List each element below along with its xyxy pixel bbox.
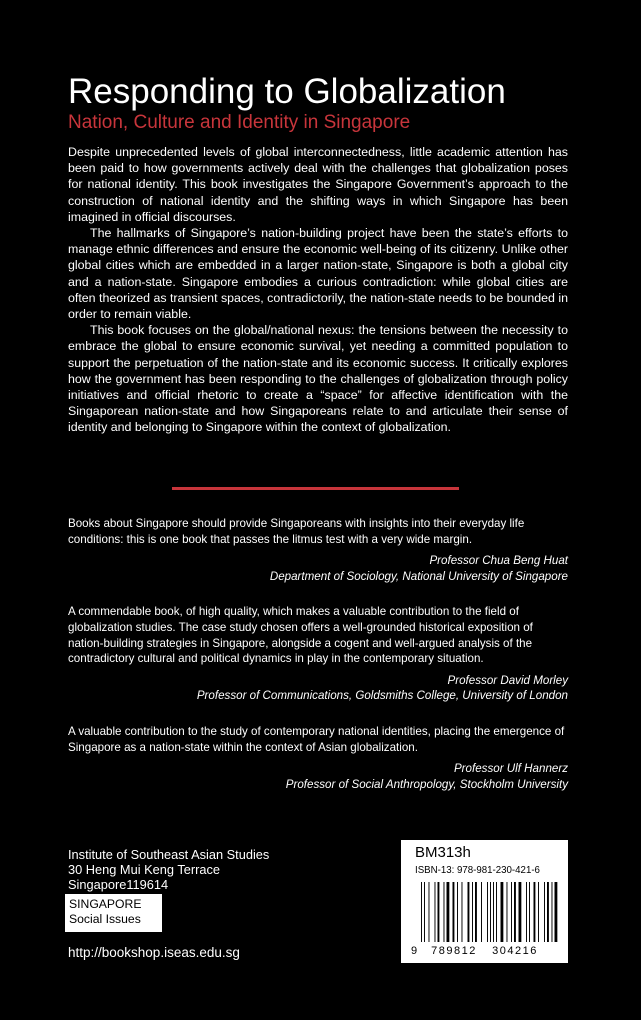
barcode-icon xyxy=(409,882,560,956)
barcode-bar xyxy=(424,882,425,942)
barcode-bar xyxy=(526,882,527,942)
isbn-label: ISBN-13: 978-981-230-421-6 xyxy=(415,865,540,876)
barcode-digit-first: 9 xyxy=(411,945,418,956)
barcode-bar xyxy=(468,882,470,942)
publisher-street: 30 Heng Mui Keng Terrace xyxy=(68,862,220,877)
barcode-bar xyxy=(435,882,436,942)
barcode-bar xyxy=(511,882,512,942)
barcode-bar xyxy=(552,882,553,942)
barcode-bar xyxy=(487,882,488,942)
barcode-bar xyxy=(444,882,445,942)
reviews-section xyxy=(68,516,568,812)
review-quote: A commendable book, of high quality, which makes a valuable contribution to the field of globalization studies. The case study chosen offers a well-grounded historical exposition of nation-building strategies in Singapore, alongside a cogent and well-argued analysis of the contradictory cultural and political dynamics in play in the contemporary situation. xyxy=(68,605,533,666)
barcode-bar xyxy=(453,882,455,942)
series-logo xyxy=(65,894,162,932)
review-quote: A valuable contribution to the study of contemporary national identities, placing the emergence of Singapore as a nation-state within the context of Asian globalization. xyxy=(68,724,565,754)
review-quote: Books about Singapore should provide Singaporeans with insights into their everyday life conditions: this is one book that passes the litmus test with a very wide margin. xyxy=(68,517,525,546)
book-description xyxy=(68,144,568,436)
barcode-digits-right: 304216 xyxy=(492,945,538,956)
barcode-digits-left: 789812 xyxy=(431,945,477,956)
description-paragraph: This book focuses on the global/national nexus: the tensions between the necessity to embrace the global to ensure economic survival, yet needing a committed population to support the perpetuation of the nation-state and its economic success. It critically explores how the government has been responding to the challenges of globalization through policy initiatives and official rhetoric to create a “space” for affective identification with the Singaporean nation-state and how Singaporeans relate to and articulate their sense of identity and belonging to Singapore within the context of globalization. xyxy=(68,323,568,435)
publisher-name: Institute of Southeast Asian Studies xyxy=(68,847,270,862)
barcode-bar xyxy=(501,882,504,942)
publisher-address xyxy=(68,847,269,892)
barcode-bar xyxy=(544,882,545,942)
review xyxy=(68,604,568,704)
reviewer-name: Professor Ulf Hannerz xyxy=(453,762,568,776)
reviewer-affiliation: Professor of Communications, Goldsmiths College, University of London xyxy=(196,689,568,703)
barcode-bar xyxy=(496,882,497,942)
review-attribution xyxy=(68,673,568,704)
series-line-2: Social Issues xyxy=(69,912,141,926)
barcode-bar xyxy=(457,882,458,942)
barcode-bar xyxy=(519,882,522,942)
barcode-bar xyxy=(438,882,440,942)
barcode-bar xyxy=(447,882,450,942)
reviewer-affiliation: Department of Sociology, National University of Singapore xyxy=(269,569,568,583)
barcode-bar xyxy=(555,882,558,942)
barcode-bar xyxy=(534,882,536,942)
description-paragraph: Despite unprecedented levels of global interconnectedness, little academic attention has been paid to how governments actively deal with the challenges that globalization poses for national identity. This book investigates the Singapore Government’s approach to the construction of national identity and the shifting ways in which Singapore has been imagined in official discourses. xyxy=(68,145,568,224)
review xyxy=(68,516,568,584)
review xyxy=(68,724,568,792)
barcode-bar xyxy=(429,882,430,942)
barcode-bar xyxy=(421,882,422,942)
barcode-bars xyxy=(421,882,557,942)
description-paragraph: The hallmarks of Singapore’s nation-building project have been the state’s efforts to manage ethnic differences and ensure the economic well-being of its citizenry. Unlike other global cities which are embedded in a larger nation-state, Singapore is both a global city and a nation-state. Singapore embodies a curious contradiction: while global cities are often theorized as transient spaces, contradictorily, the nation-state needs to be bounded in order to remain viable. xyxy=(68,226,568,322)
review-attribution xyxy=(68,761,568,792)
barcode-bar xyxy=(538,882,539,942)
bookshop-url[interactable]: http://bookshop.iseas.edu.sg xyxy=(68,945,240,960)
reviewer-name: Professor Chua Beng Huat xyxy=(429,554,568,568)
barcode-bar xyxy=(514,882,516,942)
barcode-bar xyxy=(481,882,482,942)
barcode-bar xyxy=(529,882,530,942)
publisher-city: Singapore119614 xyxy=(68,877,169,892)
book-subtitle: Nation, Culture and Identity in Singapore xyxy=(68,112,411,133)
barcode-bar xyxy=(493,882,494,942)
barcode-bar xyxy=(475,882,477,942)
barcode-bar xyxy=(490,882,491,942)
barcode-bar xyxy=(462,882,463,942)
red-divider xyxy=(172,487,459,490)
barcode-box xyxy=(401,840,568,963)
reviewer-name: Professor David Morley xyxy=(447,673,568,687)
barcode-code: BM313h xyxy=(415,844,471,861)
review-attribution xyxy=(68,553,568,584)
barcode-bar xyxy=(472,882,473,942)
series-line-1: SINGAPORE xyxy=(69,897,142,911)
barcode-bar xyxy=(507,882,508,942)
book-title: Responding to Globalization xyxy=(68,72,506,111)
barcode-bar xyxy=(547,882,549,942)
reviewer-affiliation: Professor of Social Anthropology, Stockholm University xyxy=(285,777,568,791)
